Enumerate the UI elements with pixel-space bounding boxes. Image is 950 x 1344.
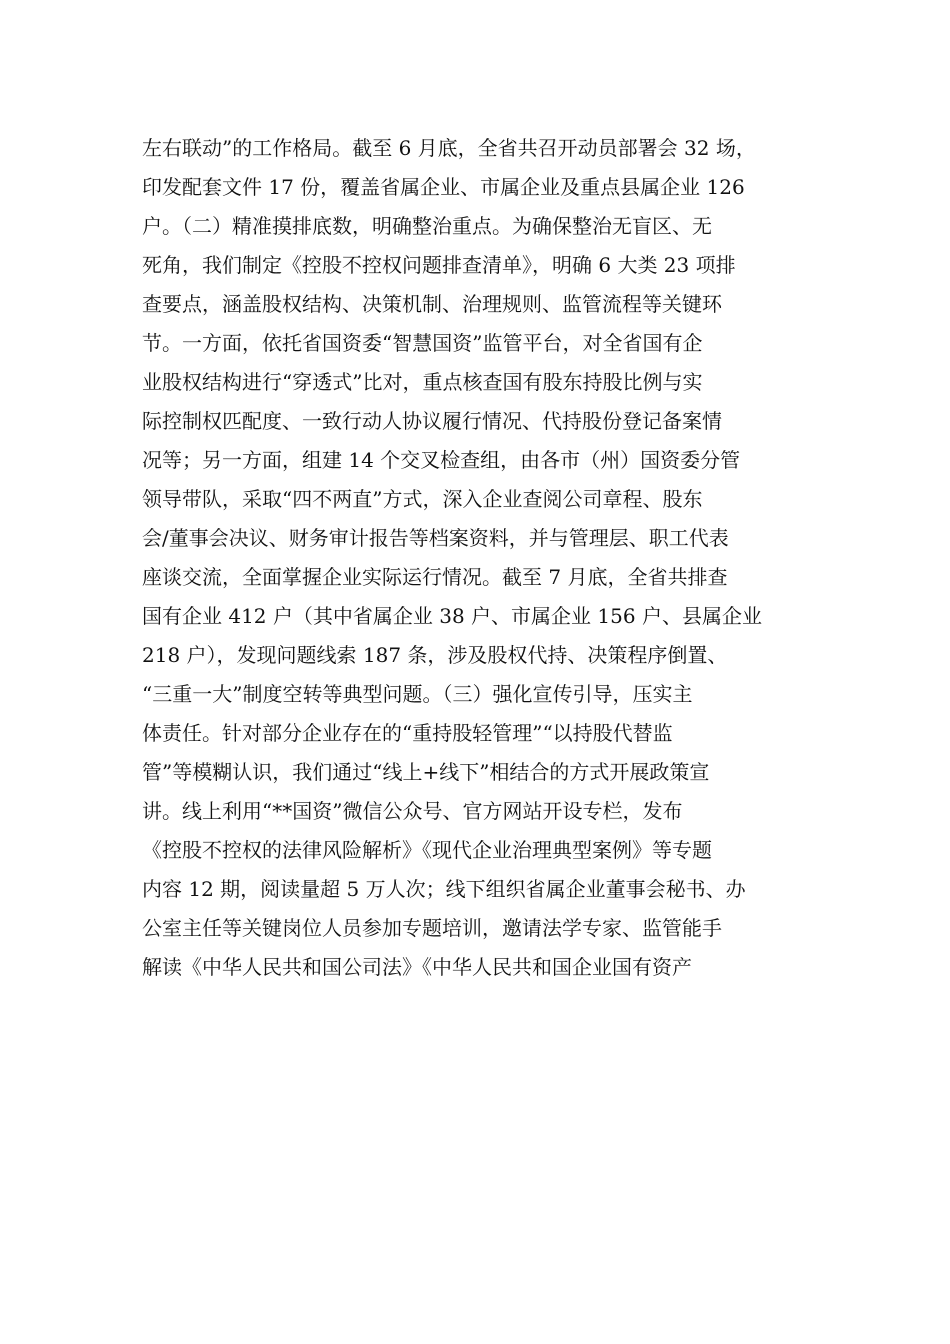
text-line: 况等；另一方面，组建 14 个交叉检查组，由各市（州）国资委分管 (142, 448, 741, 472)
text-line: 际控制权匹配度、一致行动人协议履行情况、代持股份登记备案情 (142, 409, 722, 433)
text-line: 《控股不控权的法律风险解析》《现代企业治理典型案例》等专题 (142, 838, 712, 862)
text-line: “三重一大”制度空转等典型问题。（三）强化宣传引导，压实主 (142, 682, 693, 706)
text-line: 讲。线上利用“**国资”微信公众号、官方网站开设专栏，发布 (142, 799, 683, 823)
text-line: 印发配套文件 17 份，覆盖省属企业、市属企业及重点县属企业 126 (142, 175, 745, 199)
text-line: 节。一方面，依托省国资委“智慧国资”监管平台，对全省国有企 (142, 331, 703, 355)
text-line: 解读《中华人民共和国公司法》《中华人民共和国企业国有资产 (142, 955, 692, 979)
text-line: 体责任。针对部分企业存在的“重持股轻管理”“以持股代替监 (142, 721, 673, 745)
text-line: 公室主任等关键岗位人员参加专题培训，邀请法学专家、监管能手 (142, 916, 722, 940)
text-line: 会/董事会决议、财务审计报告等档案资料，并与管理层、职工代表 (142, 526, 729, 550)
text-line: 查要点，涵盖股权结构、决策机制、治理规则、监管流程等关键环 (142, 292, 722, 316)
text-line: 业股权结构进行“穿透式”比对，重点核查国有股东持股比例与实 (142, 370, 703, 394)
text-line: 死角，我们制定《控股不控权问题排查清单》，明确 6 大类 23 项排 (142, 253, 736, 277)
text-line: 户。（二）精准摸排底数，明确整治重点。为确保整治无盲区、无 (142, 214, 712, 238)
text-line: 国有企业 412 户（其中省属企业 38 户、市属企业 156 户、县属企业 (142, 604, 762, 628)
text-line: 管”等模糊认识，我们通过“线上+线下”相结合的方式开展政策宣 (142, 760, 710, 784)
text-line: 218 户），发现问题线索 187 条，涉及股权代持、决策程序倒置、 (142, 643, 728, 667)
text-line: 内容 12 期，阅读量超 5 万人次；线下组织省属企业董事会秘书、办 (142, 877, 746, 901)
text-line: 座谈交流，全面掌握企业实际运行情况。截至 7 月底，全省共排查 (142, 565, 728, 589)
body-text (142, 129, 822, 987)
text-line: 领导带队，采取“四不两直”方式，深入企业查阅公司章程、股东 (142, 487, 703, 511)
text-line: 左右联动”的工作格局。截至 6 月底，全省共召开动员部署会 32 场， (142, 136, 756, 160)
